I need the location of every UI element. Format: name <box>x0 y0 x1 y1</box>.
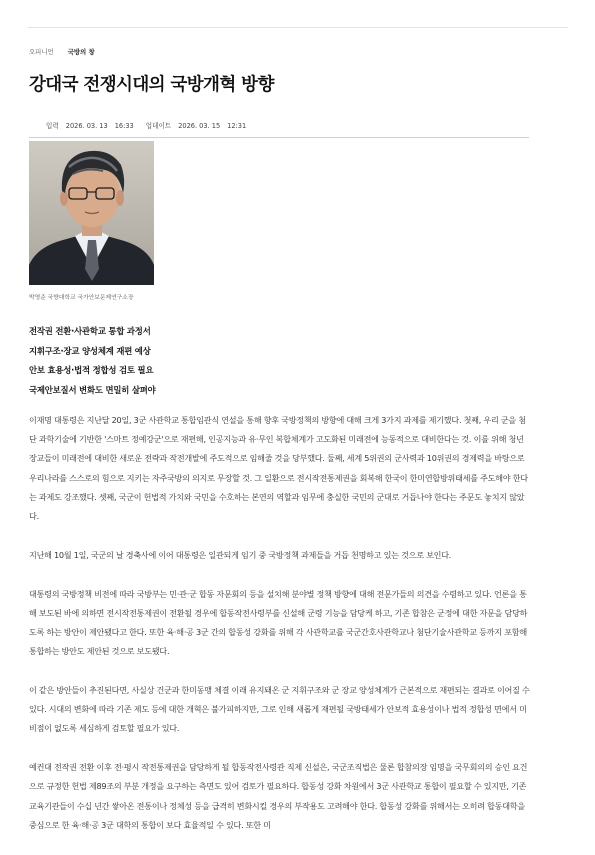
subhead-1: 전작권 전환·사관학교 통합 과정서 <box>29 326 151 336</box>
author-photo <box>29 141 154 285</box>
update-date: 2026. 03. 15 <box>178 122 221 130</box>
breadcrumb-section-link[interactable]: 오피니언 <box>29 48 54 56</box>
article-subheads <box>29 322 529 401</box>
input-time: 16:33 <box>114 122 134 130</box>
breadcrumb <box>29 47 95 56</box>
paragraph-5: 예컨대 전작권 전환 이후 전·평시 작전통제권을 담당하게 될 합동작전사령관 직제 신설은, 국군조직법은 물론 합참의장 임명을 국무회의의 승인 요건으로 규정한 헌법 제89조의 부분 개정을 요구하는 측면도 있어 검토가 필요하다. 합동성 강화 차원에서 3군 사관학교 통합이 필요할 수 있지만, 기존 교육기관들이 수십 년간 쌓아온 전통이나 정체성 등을 급격히 변화시킬 경우의 부작용도 고려해야 한다. 합동성 강화를 위해서는 오히려 합동대학을 중심으로 한 육·해·공 3군 대학의 통합이 보다 효율적일 수 있다. 또한 미 <box>29 762 528 830</box>
subhead-4: 국제안보질서 변화도 면밀히 살펴야 <box>29 385 156 396</box>
paragraph-2: 지난해 10월 1일, 국군의 날 경축사에 이어 대통령은 일관되게 임기 중 국방정책 과제들을 거듭 천명하고 있는 것으로 보인다. <box>29 549 452 560</box>
article-body <box>29 411 530 855</box>
input-date: 2026. 03. 13 <box>65 122 108 130</box>
top-divider <box>28 27 568 28</box>
photo-caption: 박영준 국방대학교 국가안보문제연구소장 <box>29 295 134 301</box>
meta-divider <box>29 137 529 138</box>
paragraph-1: 이재명 대통령은 지난달 20일, 3군 사관학교 통합임관식 연설을 통해 향후 국방정책의 방향에 대해 크게 3가지 과제를 제기했다. 첫째, 우리 군을 첨단 과학기술에 기반한 '스마트 정예강군'으로 재편해, 인공지능과 유·무인 복합체계가 고도화된 미래전에 능동적으로 대비한다는 것. 이를 위해 청년 장교들이 미래전에 대비한 새로운 전략과 작전개발에 주도적으로 임해줄 것을 당부했다. 둘째, 세계 5위권의 군사력과 10위권의 경제력을 바탕으로 우리나라를 스스로의 힘으로 지키는 자주국방의 의지로 무장할 것. 그 일환으로 전시작전통제권을 회복해 한국이 한미연합방위태세를 주도해야 한다는 과제도 강조했다. 셋째, 국군이 헌법적 가치와 국민을 수호하는 본연의 역할과 임무에 충실한 국민의 군대로 거듭나야 한다는 주문도 놓치지 않았다. <box>29 415 528 522</box>
article-title: 강대국 전쟁시대의 국방개혁 방향 <box>29 75 274 95</box>
input-label: 입력 <box>46 122 59 130</box>
subhead-3: 안보 효용성·법적 정합성 검토 필요 <box>29 365 154 376</box>
input-timestamp <box>46 120 134 130</box>
paragraph-3: 대통령의 국방정책 비전에 따라 국방부는 민·관·군 합동 자문회의 등을 설치해 분야별 정책 방향에 대해 전문가들의 의견을 수렴하고 있다. 언론을 통해 보도된 바에 의하면 전시작전통제권이 전환될 경우에 합동작전사령부를 신설해 군령 기능을 담당케 하고, 기존 합참은 군정에 대한 자문을 담당하도록 하는 방안이 제안됐다고 한다. 또한 육·해·공 3군 간의 합동성 강화를 위해 각 사관학교를 국군간호사관학교나 첨단기술사관학교 등까지 포함해 통합하는 방안도 제안된 것으로 보도됐다. <box>29 588 528 657</box>
paragraph-4: 이 같은 방안들이 추진된다면, 사실상 건군과 한미동맹 체결 이래 유지돼온 군 지휘구조와 군 장교 양성체계가 근본적으로 재편되는 결과로 이어질 수 있다. 시대의 변화에 따라 기존 제도 등에 대한 개혁은 불가피하지만, 그로 인해 새롭게 재편될 국방태세가 안보적 효용성이나 법적 정합성 면에서 미비점이 없도록 세심하게 검토할 필요가 있다. <box>29 685 530 734</box>
subhead-2: 지휘구조·장교 양성체계 재편 예상 <box>29 345 151 356</box>
update-time: 12:31 <box>227 122 247 130</box>
breadcrumb-current-link[interactable]: 국방의 창 <box>67 48 95 56</box>
update-timestamp <box>146 120 246 130</box>
update-label: 업데이트 <box>145 122 172 130</box>
article-meta <box>46 120 246 130</box>
